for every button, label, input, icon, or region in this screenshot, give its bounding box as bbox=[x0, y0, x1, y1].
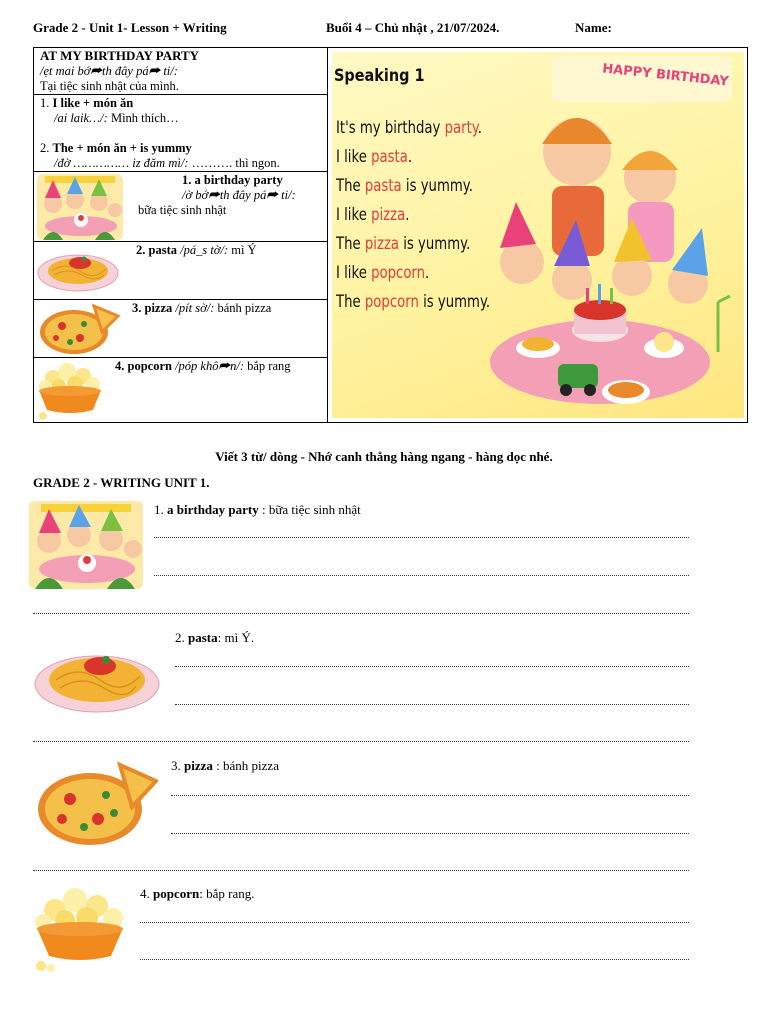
writing-line[interactable] bbox=[33, 613, 689, 614]
pattern1: I like + món ăn bbox=[52, 96, 134, 110]
line-text: . bbox=[477, 118, 482, 138]
popcorn-picture bbox=[31, 884, 129, 974]
line-text: . bbox=[407, 147, 413, 167]
line-highlight: pizza bbox=[371, 205, 406, 225]
item3-word: pizza bbox=[144, 301, 173, 315]
speaking-line bbox=[336, 147, 412, 167]
writing-item-meaning: bữa tiệc sinh nhật bbox=[268, 502, 361, 517]
writing-item-1-label bbox=[154, 502, 361, 518]
item3-ipa: /pít sờ/: bbox=[175, 301, 215, 315]
line-text: is yummy. bbox=[401, 176, 473, 196]
writing-line[interactable] bbox=[175, 666, 689, 667]
pattern1-meaning: Mình thích… bbox=[107, 111, 179, 125]
speaking-illustration bbox=[332, 52, 744, 418]
speaking-panel bbox=[328, 47, 748, 423]
line-highlight: pizza bbox=[364, 234, 400, 254]
line-text: . bbox=[425, 263, 430, 283]
item2-ipa: /pá_s tờ/: bbox=[180, 243, 229, 257]
item1-num: 1. bbox=[182, 173, 192, 187]
line-text: The bbox=[336, 234, 365, 254]
pattern2-ipa: /đờ …………… iz đăm mì/: bbox=[54, 156, 189, 170]
header-left: Grade 2 - Unit 1- Lesson + Writing bbox=[33, 20, 227, 35]
writing-instruction: Viết 3 từ/ dòng - Nhớ canh thẳng hàng ngang - hàng dọc nhé. bbox=[215, 449, 553, 464]
popcorn-picture bbox=[35, 360, 105, 422]
writing-item-meaning: bắp rang. bbox=[206, 886, 255, 901]
writing-line[interactable] bbox=[175, 704, 689, 705]
writing-item-word: a birthday party bbox=[167, 502, 259, 517]
writing-item-num: 4. bbox=[140, 886, 150, 901]
writing-item-meaning: mì Ý. bbox=[224, 630, 255, 645]
line-text: I like bbox=[336, 263, 372, 283]
line-highlight: pasta bbox=[364, 176, 402, 196]
item4-ipa: /póp khô⮫n/: bbox=[175, 359, 244, 373]
item4-word: popcorn bbox=[127, 359, 172, 373]
line-highlight: pasta bbox=[371, 147, 408, 167]
line-highlight: popcorn bbox=[371, 263, 426, 283]
pattern1-ipa: /ai laik…/: bbox=[54, 111, 108, 125]
writing-item-2-label bbox=[175, 630, 254, 646]
writing-line[interactable] bbox=[33, 870, 689, 871]
speaking-line bbox=[336, 292, 490, 312]
party-illustration bbox=[482, 52, 744, 418]
line-highlight: party bbox=[444, 118, 478, 138]
line-text: It's my birthday bbox=[336, 118, 445, 138]
writing-line[interactable] bbox=[154, 537, 689, 538]
header-name-label: Name: bbox=[575, 20, 612, 35]
writing-line[interactable] bbox=[140, 959, 689, 960]
vocab-item-row bbox=[34, 358, 327, 422]
vocab-item-row bbox=[34, 172, 327, 242]
birthday-party-picture bbox=[29, 501, 143, 589]
line-text: I like bbox=[336, 205, 372, 225]
writing-item-num: 1. bbox=[154, 502, 164, 517]
speaking-line bbox=[336, 176, 473, 196]
writing-item-num: 3. bbox=[171, 758, 181, 773]
writing-line[interactable] bbox=[171, 795, 689, 796]
speaking-title: Speaking 1 bbox=[334, 66, 425, 86]
writing-line[interactable] bbox=[140, 922, 689, 923]
writing-item-num: 2. bbox=[175, 630, 185, 645]
pattern2: The + món ăn + is yummy bbox=[52, 141, 192, 155]
speaking-line bbox=[336, 234, 470, 254]
writing-title: GRADE 2 - WRITING UNIT 1. bbox=[33, 475, 210, 490]
writing-line[interactable] bbox=[171, 833, 689, 834]
pizza-picture bbox=[36, 302, 120, 356]
line-text: I like bbox=[336, 147, 372, 167]
vocab-item-row bbox=[34, 300, 327, 358]
vocab-pattern-row bbox=[34, 95, 327, 172]
writing-line[interactable] bbox=[154, 575, 689, 576]
vocab-table bbox=[33, 47, 328, 423]
line-text: . bbox=[405, 205, 410, 225]
writing-line[interactable] bbox=[33, 741, 689, 742]
pattern2-num: 2. bbox=[40, 141, 50, 155]
pattern1-num: 1. bbox=[40, 96, 50, 110]
item3-num: 3. bbox=[132, 301, 142, 315]
item2-num: 2. bbox=[136, 243, 146, 257]
vocab-title: AT MY BIRTHDAY PARTY bbox=[40, 48, 200, 63]
writing-item-meaning: bánh pizza bbox=[223, 758, 279, 773]
birthday-party-picture bbox=[37, 174, 123, 240]
pattern2-meaning: ………. thì ngon. bbox=[188, 156, 280, 170]
writing-item-sep: : bbox=[212, 758, 224, 773]
item1-meaning: bữa tiệc sinh nhật bbox=[138, 203, 227, 217]
item4-meaning: bắp rang bbox=[244, 359, 291, 373]
item1-word: a birthday party bbox=[194, 173, 283, 187]
line-text: The bbox=[336, 176, 365, 196]
writing-item-4-label bbox=[140, 886, 254, 902]
pizza-picture bbox=[34, 759, 158, 849]
item2-word: pasta bbox=[148, 243, 177, 257]
line-text: is yummy. bbox=[399, 234, 471, 254]
vocab-item-row bbox=[34, 242, 327, 300]
writing-item-sep: : bbox=[258, 502, 269, 517]
speaking-line bbox=[336, 205, 409, 225]
writing-item-sep: : bbox=[199, 886, 207, 901]
line-text: is yummy. bbox=[418, 292, 491, 312]
item1-ipa: /ờ bớ⮫th đây pá⮫ ti/: bbox=[182, 188, 296, 202]
writing-item-word: pizza bbox=[184, 758, 213, 773]
speaking-line bbox=[336, 118, 482, 138]
line-text: The bbox=[336, 292, 365, 312]
line-highlight: popcorn bbox=[364, 292, 419, 312]
vocab-title-ipa: /ẹt mai bớ⮫th đây pá⮫ ti/: bbox=[40, 64, 178, 78]
pasta-picture bbox=[36, 245, 120, 295]
happy-birthday-banner: HAPPY BIRTHDAY bbox=[601, 61, 730, 90]
pasta-picture bbox=[32, 636, 162, 718]
speaking-line bbox=[336, 263, 429, 283]
item4-num: 4. bbox=[115, 359, 125, 373]
vocab-title-meaning: Tại tiệc sinh nhật của mình. bbox=[40, 79, 179, 93]
writing-item-word: popcorn bbox=[153, 886, 200, 901]
item2-meaning: mì Ý bbox=[228, 243, 257, 257]
writing-item-word: pasta bbox=[188, 630, 218, 645]
header-date: Buổi 4 – Chủ nhật , 21/07/2024. bbox=[326, 20, 500, 35]
vocab-title-row bbox=[34, 48, 327, 95]
writing-item-3-label bbox=[171, 758, 279, 774]
writing-item-sep: : bbox=[217, 630, 225, 645]
item3-meaning: bánh pizza bbox=[214, 301, 272, 315]
